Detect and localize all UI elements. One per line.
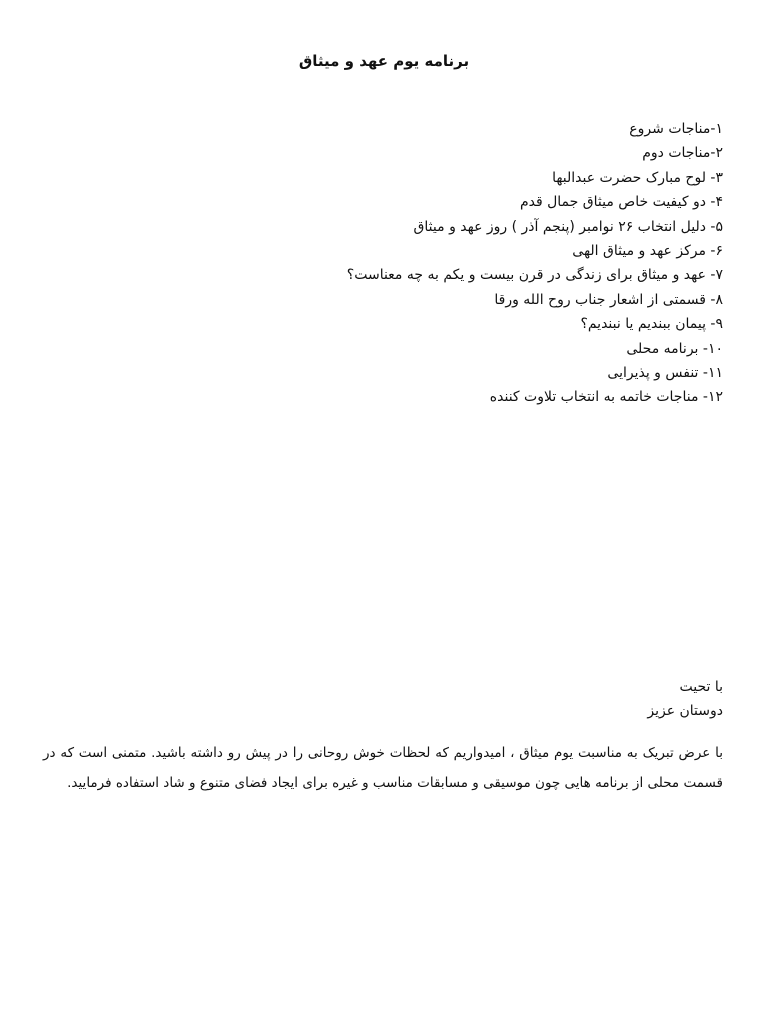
document-title: برنامه یوم عهد و میثاق (298, 52, 470, 70)
program-item-4: ۴- دو کیفیت خاص میثاق جمال قدم (519, 194, 723, 211)
greeting-addressee: دوستان عزیز (647, 703, 723, 719)
program-item-7: ۷- عهد و میثاق برای زندگی در قرن بیست و یکم به چه معناست؟ (346, 267, 723, 284)
program-item-11: ۱۱- تنفس و پذیرایی (607, 365, 723, 382)
message-paragraph: با عرض تبریک به مناسبت یوم میثاق ، امیدواریم که لحظات خوش روحانی را در پیش رو داشته باشید. متمنی است که در قسمت محلی از برنامه هایی چون موسیقی و مسابقات مناسب و غیره برای ایجاد فضای متنوع و شاد استفاده فرمایید. (43, 745, 723, 791)
program-item-5: ۵- دلیل انتخاب ۲۶ نوامبر (پنجم آذر ) روز عهد و میثاق (413, 218, 723, 235)
program-item-12: ۱۲- مناجات خاتمه به انتخاب تلاوت کننده (489, 389, 723, 406)
program-item-6: ۶- مرکز عهد و میثاق الهی (572, 243, 723, 260)
program-list (163, 117, 723, 410)
program-item-8: ۸- قسمتی از اشعار جناب روح الله ورقا (494, 291, 723, 308)
program-item-2: ۲-مناجات دوم (642, 145, 723, 162)
program-item-1: ۱-مناجات شروع (629, 121, 723, 137)
program-item-9: ۹- پیمان ببندیم یا نبندیم؟ (580, 316, 723, 333)
greeting-salutation: با تحیت (679, 679, 723, 695)
program-item-10: ۱۰- برنامه محلی (626, 340, 723, 357)
program-item-3: ۳- لوح مبارک حضرت عبدالبها (552, 169, 723, 186)
